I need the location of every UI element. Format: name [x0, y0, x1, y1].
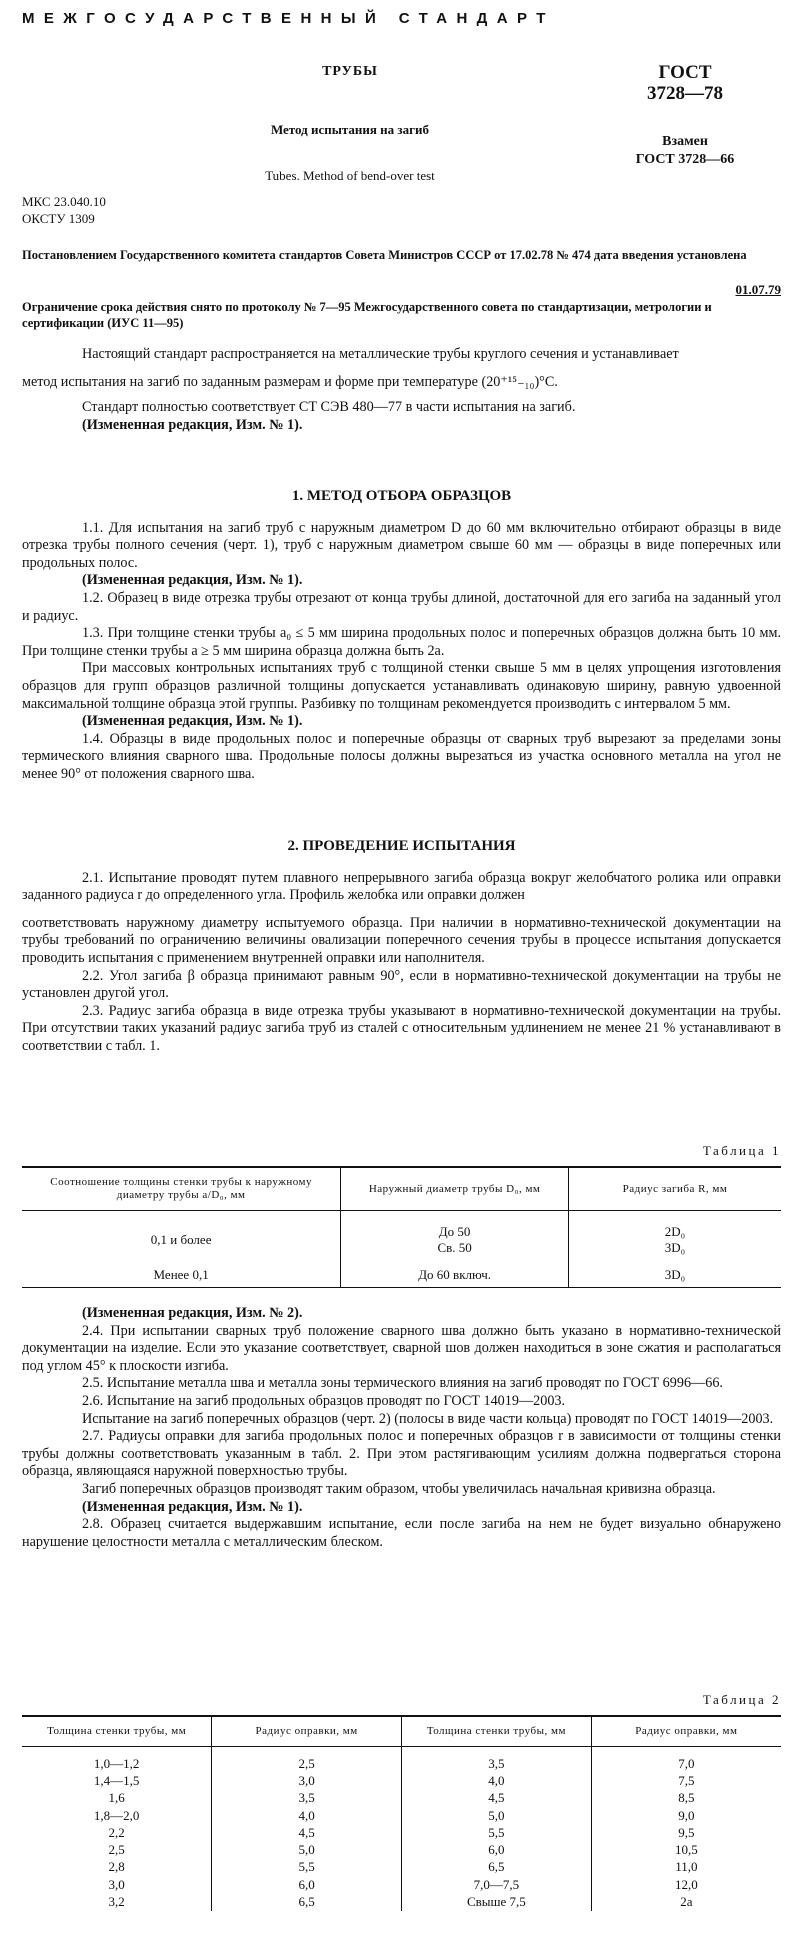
clause-2-4: 2.4. При испытании сварных труб положение сварного шва должно быть указано в нормативно-технической документации на изделие. Если это указание соответствует, сварной шов должен находиться в зоне сжатия и располагаться под углом 45° к плоскости изгиба. — [22, 1322, 781, 1374]
replace-label: Взамен — [662, 134, 708, 149]
title-block — [150, 64, 550, 184]
temperature-value: (20⁺¹⁵₋₁₀)°С. — [481, 373, 558, 390]
table-cell: 2,5 — [212, 1747, 402, 1773]
gost-name: ГОСТ — [658, 62, 712, 83]
section-2-heading: 2. ПРОВЕДЕНИЕ ИСПЫТАНИЯ — [287, 838, 516, 854]
table-cell: 0,1 и более — [150, 1232, 212, 1247]
clause-1-3b: При массовых контрольных испытаниях труб с толщиной стенки свыше 5 мм в целях упрощения изготовления образцов для групп образцов различной толщины допускается устанавливать одинаковую ширину, равную удвоенной максимальной толщине образца этой группы. Разбивку по толщинам рекомендуется производить с интервалом 5 мм. — [22, 660, 781, 712]
table-row — [22, 1211, 781, 1264]
table-1 — [22, 1166, 781, 1288]
table-cell: 1,0—1,2 — [93, 1755, 140, 1771]
table-cell-line: До 50 — [438, 1224, 471, 1239]
document-title: ТРУБЫ — [322, 64, 378, 79]
section-2 — [22, 838, 781, 1056]
table-cell: 2,2 — [108, 1824, 125, 1840]
introduction-date: 01.07.79 — [735, 282, 781, 297]
table-cell: Менее 0,1 — [22, 1263, 341, 1288]
clause-2-7: 2.7. Радиусы оправки для загиба продольных полос и поперечных образцов r в зависимости от толщины стенки трубы должны соответствовать указанным в табл. 2. При этом растягивающим усилиям должна подвергаться сторона образца, являющаяся наружной поверхностью трубы. — [22, 1428, 781, 1480]
mks-code: МКС 23.040.10 — [22, 194, 106, 209]
clause-2-6: 2.6. Испытание на загиб продольных образцов проводят по ГОСТ 14019—2003. — [82, 1392, 566, 1409]
table-2-header-thickness-1: Толщина стенки трубы, мм — [22, 1716, 212, 1747]
table-cell: 5,5 — [402, 1824, 592, 1841]
table-cell: 3,0 — [108, 1876, 125, 1892]
table-row — [22, 1807, 781, 1824]
table-cell: 4,5 — [402, 1790, 592, 1807]
table-1-header-diameter: Наружный диаметр трубы D₀, мм — [341, 1167, 569, 1211]
intro-paragraph-2: Стандарт полностью соответствует СТ СЭВ 480—77 в части испытания на загиб. — [82, 399, 576, 416]
table-cell: 6,5 — [212, 1893, 402, 1910]
table-cell: 6,0 — [212, 1876, 402, 1893]
table-cell: 3,5 — [212, 1790, 402, 1807]
table-cell: 6,0 — [402, 1841, 592, 1858]
clause-2-1b: соответствовать наружному диаметру испытуемого образца. При наличии в нормативно-технической документации на трубы требований по ограничению величины овализации поперечного сечения трубы в процессе испытания допускается проводить испытания с применением внутренней оправки или наполнителя. — [22, 914, 781, 966]
section-2-continued — [22, 1305, 781, 1551]
table-cell-line: 3D₀ — [664, 1240, 686, 1255]
table-cell: 1,4—1,5 — [93, 1772, 140, 1788]
document-subtitle: Метод испытания на загиб — [270, 122, 430, 137]
section-1 — [22, 488, 781, 784]
clause-2-2: 2.2. Угол загиба β образца принимают равным 90°, если в нормативно-технической документации на трубы не установлен другой угол. — [22, 967, 781, 1002]
table-cell: 4,0 — [212, 1807, 402, 1824]
table-1-header-ratio: Соотношение толщины стенки трубы к наружному диаметру трубы a/D₀, мм — [22, 1167, 341, 1211]
table-row — [22, 1893, 781, 1910]
table-cell-line: 2D₀ — [664, 1224, 686, 1239]
gost-number: 3728—78 — [647, 83, 723, 104]
table-cell: 9,0 — [591, 1807, 781, 1824]
clause-1-3: 1.3. При толщине стенки трубы a₀ ≤ 5 мм ширина продольных полос и поперечных образцов должна быть 10 мм. При толщине стенки трубы a ≥ 5 мм ширина образца должна быть 2a. — [22, 625, 781, 659]
table-row — [22, 1859, 781, 1876]
clause-2-8: 2.8. Образец считается выдержавшим испытание, если после загиба на нем не будет визуально обнаружено нарушение целостности металла с металлическим блеском. — [22, 1516, 781, 1550]
clause-2-1a: 2.1. Испытание проводят путем плавного непрерывного загиба образца вокруг желобчатого ролика или оправки заданного радиуса r до определенного угла. Профиль желобка или оправки должен — [22, 869, 781, 904]
clause-2-3: 2.3. Радиус загиба образца в виде отрезка трубы указывают в нормативно-технической документации на трубы. При отсутствии таких указаний радиус загиба труб из сталей с относительным удлинением не менее 21 % устанавливают в соответствии с табл. 1. — [22, 1002, 781, 1054]
table-cell: 7,0 — [591, 1747, 781, 1773]
table-row — [22, 1841, 781, 1858]
intro-edit-note: (Измененная редакция, Изм. № 1). — [82, 416, 303, 433]
table-cell: 7,5 — [591, 1772, 781, 1789]
table-1-header-radius: Радиус загиба R, мм — [568, 1167, 781, 1211]
table-row — [22, 1876, 781, 1893]
table-cell: 4,5 — [212, 1824, 402, 1841]
section-1-heading: 1. МЕТОД ОТБОРА ОБРАЗЦОВ — [291, 488, 512, 504]
table-cell — [568, 1211, 781, 1264]
table-row — [22, 1747, 781, 1773]
table-row — [22, 1263, 781, 1288]
table-cell: 7,0—7,5 — [402, 1876, 592, 1893]
table-cell: 9,5 — [591, 1824, 781, 1841]
table-cell: 3,0 — [212, 1772, 402, 1789]
table-cell: 2a — [591, 1893, 781, 1910]
standard-banner: МЕЖГОСУДАРСТВЕННЫЙ СТАНДАРТ — [22, 10, 555, 27]
table-1-caption: Таблица 1 — [702, 1143, 781, 1158]
table-cell: 12,0 — [591, 1876, 781, 1893]
classification-codes — [22, 193, 106, 227]
clause-1-1-edit: (Измененная редакция, Изм. № 1). — [82, 572, 303, 589]
document-title-english: Tubes. Method of bend-over test — [265, 168, 435, 183]
table-cell: 2,8 — [108, 1859, 125, 1875]
table-2-header-radius-2: Радиус оправки, мм — [591, 1716, 781, 1747]
table-2-header-radius-1: Радиус оправки, мм — [212, 1716, 402, 1747]
table-cell: 1,8—2,0 — [93, 1807, 140, 1823]
clause-1-2: 1.2. Образец в виде отрезка трубы отрезают от конца трубы длиной, достаточной для его загиба на заданный угол и радиус. — [22, 589, 781, 624]
decree-text: Постановлением Государственного комитета стандартов Совета Министров СССР от 17.02.78 № 474 дата введения установлена — [22, 248, 747, 262]
table-cell: 1,6 — [108, 1790, 125, 1806]
table-cell — [341, 1211, 569, 1264]
clause-2-3-edit: (Измененная редакция, Изм. № 2). — [82, 1305, 303, 1321]
intro-paragraph-1b-text: метод испытания на загиб по заданным размерам и форме при температуре — [22, 373, 478, 390]
clause-2-6b: Испытание на загиб поперечных образцов (черт. 2) (полосы в виде части кольца) проводят по ГОСТ 14019—2003. — [82, 1410, 774, 1427]
table-row — [22, 1772, 781, 1789]
table-cell: До 60 включ. — [341, 1263, 569, 1288]
table-2 — [22, 1715, 781, 1911]
intro-paragraph-1a: Настоящий стандарт распространяется на металлические трубы круглого сечения и устанавливает — [82, 346, 679, 362]
gost-block — [610, 62, 760, 168]
table-cell-line: Св. 50 — [437, 1240, 472, 1255]
table-2-caption: Таблица 2 — [702, 1692, 781, 1707]
clause-2-7b: Загиб поперечных образцов производят таким образом, чтобы увеличилась начальная кривизна образца. — [82, 1480, 716, 1497]
table-cell: 5,0 — [212, 1841, 402, 1858]
intro-paragraph-1b — [22, 374, 781, 392]
okstu-code: ОКСТУ 1309 — [22, 211, 95, 226]
table-cell: 3,2 — [108, 1894, 125, 1910]
intro-section — [22, 346, 781, 434]
table-cell: 3D₀ — [568, 1263, 781, 1288]
clause-1-4: 1.4. Образцы в виде продольных полос и поперечные образцы от сварных труб вырезают за пределами зоны термического влияния сварного шва. Продольные полосы должны вырезаться из участка основного металла на угол не менее 90° от положения сварного шва. — [22, 730, 781, 782]
table-cell: 3,5 — [402, 1747, 592, 1773]
table-cell: 5,5 — [212, 1859, 402, 1876]
table-cell: 2,5 — [108, 1842, 125, 1858]
table-cell: 8,5 — [591, 1790, 781, 1807]
limitation-text: Ограничение срока действия снято по протоколу № 7—95 Межгосударственного совета по стандартизации, метрологии и сертификации (ИУС 11—95) — [22, 300, 712, 330]
clause-2-5: 2.5. Испытание металла шва и металла зоны термического влияния на загиб проводят по ГОСТ 6996—66. — [82, 1375, 723, 1392]
replace-number: ГОСТ 3728—66 — [635, 152, 735, 167]
table-cell: 6,5 — [402, 1859, 592, 1876]
table-cell: 4,0 — [402, 1772, 592, 1789]
table-row — [22, 1790, 781, 1807]
table-cell: 10,5 — [591, 1841, 781, 1858]
clause-1-1: 1.1. Для испытания на загиб труб с наружным диаметром D до 60 мм включительно отбирают образцы в виде отрезка трубы полного сечения (черт. 1), труб с наружным диаметром свыше 60 мм — образцы в виде поперечных или продольных полос. — [22, 519, 781, 571]
table-cell: 5,0 — [402, 1807, 592, 1824]
table-cell: 11,0 — [591, 1859, 781, 1876]
clause-2-7-edit: (Измененная редакция, Изм. № 1). — [82, 1498, 303, 1515]
table-cell: Свыше 7,5 — [402, 1893, 592, 1910]
table-2-header-thickness-2: Толщина стенки трубы, мм — [402, 1716, 592, 1747]
clause-1-3-edit: (Измененная редакция, Изм. № 1). — [82, 713, 303, 730]
table-row — [22, 1824, 781, 1841]
